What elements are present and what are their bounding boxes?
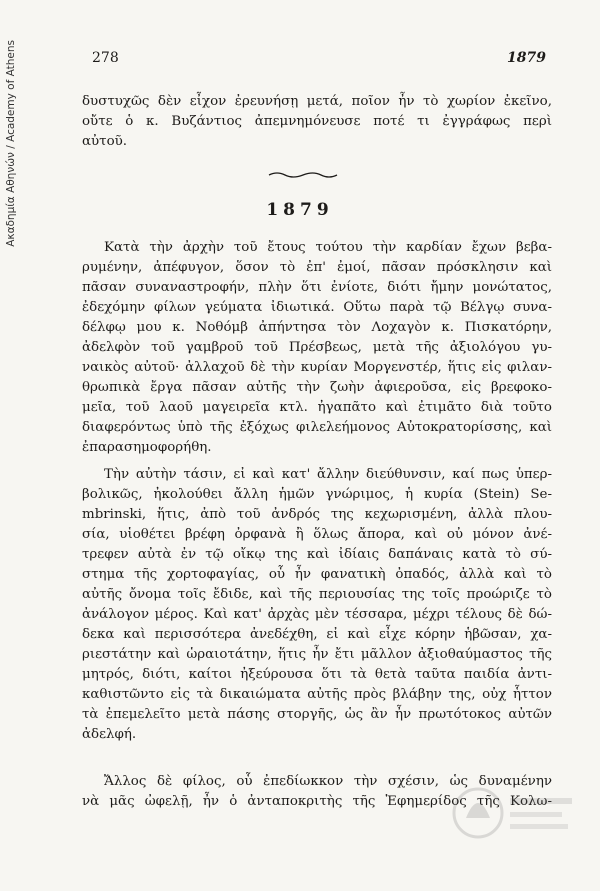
text-line: ἀδελφή. [82, 727, 137, 742]
text-line: διαφερόντως ὑπὸ τῆς ἐξόχως φιλελεήμονος Αὐτοκρατορίσσης, καὶ [82, 420, 552, 435]
text-line: πᾶσαν συναναστροφήν, πλὴν ὅτι ἐνίοτε, διότι ἤμην μονώτατος, [82, 280, 552, 295]
page-number: 278 [92, 50, 119, 66]
text-line: ἐπαρασημοφορήθη. [82, 440, 212, 455]
text-line: ρυμένην, ἀπέφυγον, ὅσον τὸ ἐπ' ἐμοί, πᾶσαν πρόσκλησιν καὶ [82, 260, 552, 275]
library-stamp-icon [448, 778, 578, 848]
text-line: δεκα καὶ περισσότερα ἀνεδέχθη, εἰ καὶ εἶχε κόρην ἡβῶσαν, χα- [82, 627, 552, 642]
text-line: Τὴν αὐτὴν τάσιν, εἰ καὶ κατ' ἄλλην διεύθυνσιν, καί πως ὑπερ- [104, 467, 552, 482]
text-line: Ἄλλος δὲ φίλος, οὗ ἐπεδίωκκον τὴν σχέσιν, ὡς δυναμένην [104, 774, 552, 789]
text-line: Κατὰ τὴν ἀρχὴν τοῦ ἔτους τούτου τὴν καρδίαν ἔχων βεβα- [104, 240, 552, 255]
text-line: ἀδελφὸν τοῦ γαμβροῦ τοῦ Πρέσβεως, μετὰ τῆς ἀξιολόγου γυ- [82, 340, 552, 355]
text-line: ἀνάλογον μέρος. Καὶ κατ' ἀρχὰς μὲν τέσσαρα, μέχρι τέλους δὲ δώ- [82, 607, 552, 622]
text-line: δέλφῳ μου κ. Νοθόμβ ἀπήντησα τὸν Λοχαγὸν κ. Πισκατόρην, [82, 320, 552, 335]
text-line: αὐτῆς ὄνομα τοῖς ἔδιδε, καὶ τῆς περιουσίας της τοῖς προώριζε τὸ [82, 587, 552, 602]
intro-paragraph [82, 92, 552, 152]
text-line: τὰ ἐπεμελεῖτο μετὰ πάσης στοργῆς, ὡς ἂν ἦν πρωτότοκος αὐτῶν [82, 707, 552, 722]
text-line: ναικὸς αὐτοῦ· ἀλλαχοῦ δὲ τὴν κυρίαν Μοργενστέρ, ἥτις εἰς φιλαν- [82, 360, 552, 375]
text-line: οὔτε ὁ κ. Βυζάντιος ἀπεμνημόνευσε ποτέ τι ἐγγράφως περὶ [82, 114, 552, 129]
text-line: βολικῶς, ἠκολούθει ἄλλη ἡμῶν γνώριμος, ἡ κυρία (Stein) Se- [82, 487, 552, 502]
text-line: σία, υἱοθέτει βρέφη ὀρφανὰ ἢ ὅλως ἄπορα, καὶ οὐ μόνον ἀνέ- [82, 527, 552, 542]
section-ornament [267, 170, 339, 180]
text-line: αὐτοῦ. [82, 134, 128, 149]
text-line: θρωπικὰ ἔργα πᾶσαν αὐτῆς τὴν ζωὴν ἀφιεροῦσα, εἰς βρεφοκο- [82, 380, 552, 395]
text-line: μητρός, διότι, καίτοι ἠξεύρουσα ὅτι τὰ θετὰ ταῦτα παιδία ἀντι- [82, 667, 552, 682]
paragraph-1 [82, 238, 552, 458]
text-line: νὰ μᾶς ὠφελῇ, ἦν ὁ ἀνταποκριτὴς τῆς Ἐφημερίδος τῆς Κολω- [82, 794, 552, 809]
text-line: τρεφεν αὐτὰ ἐν τῷ οἴκῳ της καὶ ἰδίαις δαπάναις κατὰ τὸ σύ- [82, 547, 552, 562]
text-line: δυστυχῶς δὲν εἶχον ἐρευνήσῃ μετά, ποῖον ἦν τὸ χωρίον ἐκεῖνο, [82, 94, 552, 109]
running-head: 1879 [507, 50, 546, 66]
section-title: 1879 [266, 200, 334, 220]
text-line: καθιστῶντο εἰς τὰ δικαιώματα αὐτῆς πρὸς βλάβην της, οὐχ ἧττον [82, 687, 552, 702]
page-header [92, 50, 546, 74]
text-line: mbrinski, ἥτις, ἀπὸ τοῦ ἀνδρός της κεχωρισμένη, ἀλλὰ πλου- [82, 507, 552, 522]
archive-watermark [5, 40, 25, 260]
text-line: ἐδεχόμην φίλων γεύματα ἰδιωτικά. Οὕτω παρὰ τῷ Βέλγῳ συνα- [82, 300, 552, 315]
text-line: στημα τῆς χορτοφαγίας, οὗ ἦν φανατικὴ ὀπαδός, ἀλλὰ καὶ τὸ [82, 567, 552, 582]
text-line: ριεστάτην καὶ ὡραιοτάτην, ἥτις ἦν ἔτι μᾶλλον ἀξιοθαύμαστος τῆς [82, 647, 552, 662]
text-line: μεῖα, τοῦ λαοῦ μαγειρεῖα κτλ. ἠγαπᾶτο καὶ ἐτιμᾶτο διὰ τοῦτο [82, 400, 552, 415]
paragraph-2 [82, 465, 552, 745]
watermark-text: Ακαδημία Αθηνών / Academy of Athens [5, 40, 17, 247]
